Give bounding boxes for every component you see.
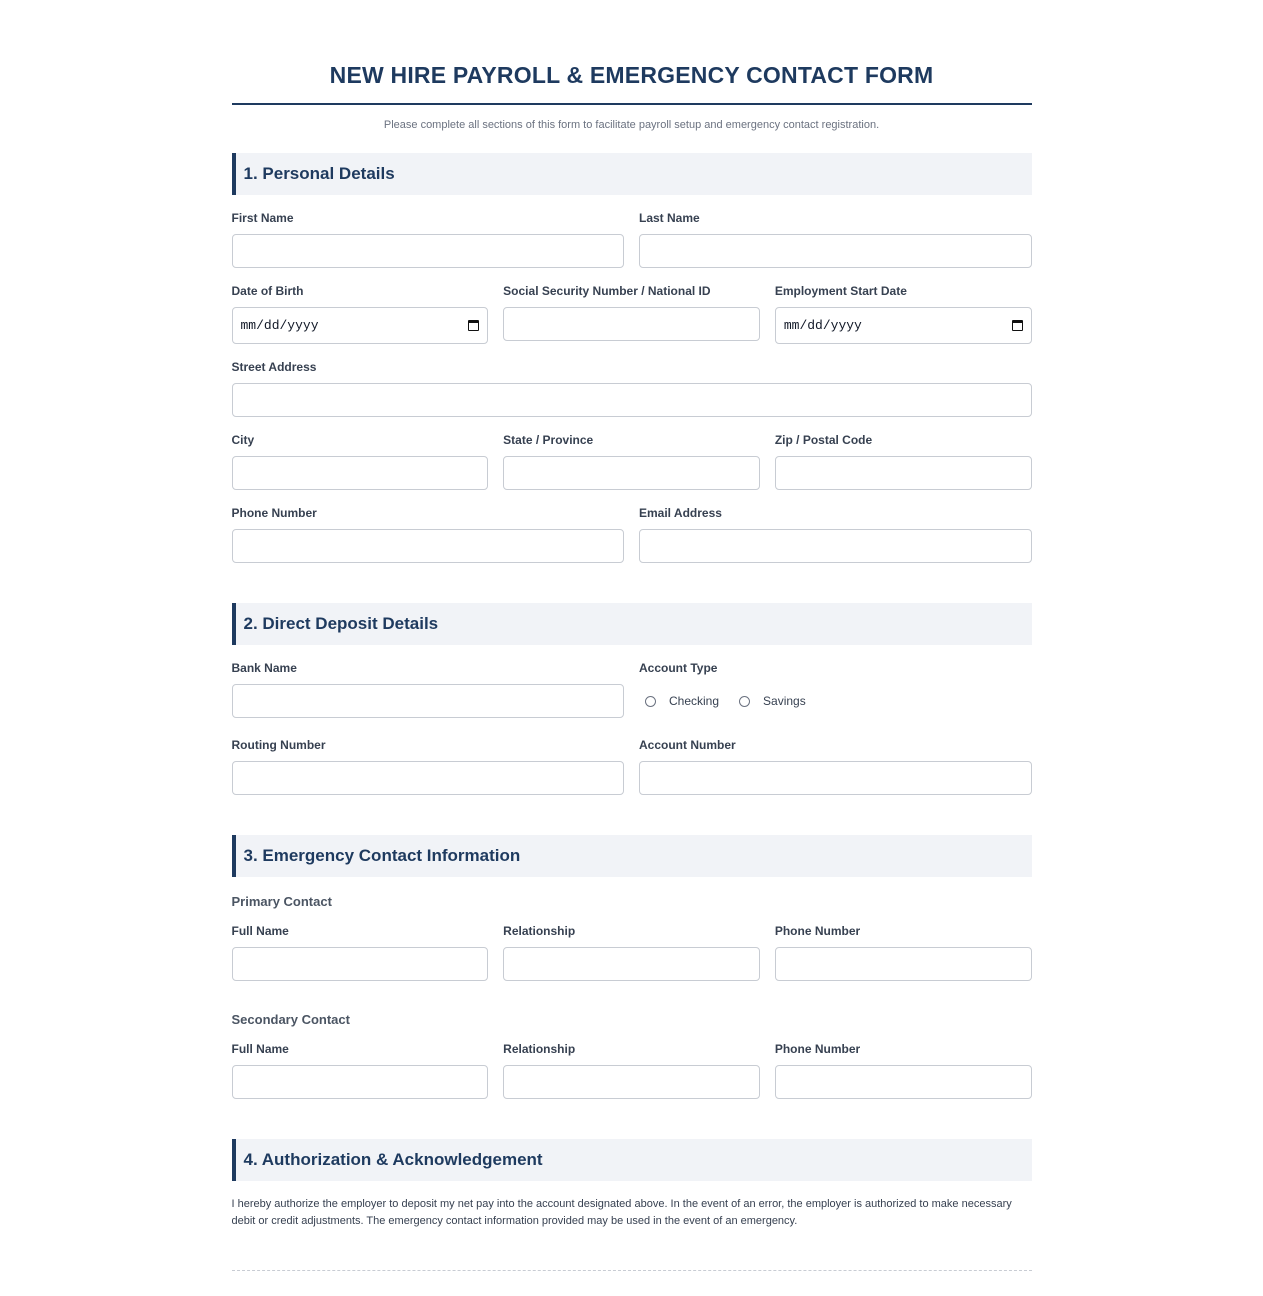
calendar-icon[interactable] — [468, 320, 479, 331]
title-divider — [232, 103, 1032, 105]
account-number-input[interactable] — [639, 761, 1032, 795]
secondary-phone-input[interactable] — [775, 1065, 1032, 1099]
last-name-label: Last Name — [639, 211, 700, 225]
signature-divider — [232, 1270, 1032, 1271]
city-label: City — [231, 433, 255, 447]
bank-name-label: Bank Name — [231, 661, 297, 675]
authorization-text: I hereby authorize the employer to deposit my net pay into the account designated above. In the event of an error, the employer is authorized to make necessary debit or credit adjustments. The emergency contact information provided may be used in the event of an emergency. — [231, 1198, 1012, 1227]
primary-phone-label: Phone Number — [774, 924, 861, 938]
city-input[interactable] — [232, 456, 489, 490]
primary-full-name-input[interactable] — [232, 947, 489, 981]
start-date-placeholder: mm/dd/yyyy — [783, 318, 862, 333]
secondary-contact-heading: Secondary Contact — [231, 1012, 350, 1027]
ssn-input[interactable] — [503, 307, 760, 341]
zip-input[interactable] — [775, 456, 1032, 490]
ssn-label: Social Security Number / National ID — [503, 284, 711, 298]
primary-relationship-input[interactable] — [503, 947, 760, 981]
phone-input[interactable] — [232, 529, 625, 563]
street-address-input[interactable] — [232, 383, 1032, 417]
email-label: Email Address — [639, 506, 722, 520]
account-type-label: Account Type — [639, 661, 718, 675]
dob-placeholder: mm/dd/yyyy — [240, 318, 319, 333]
primary-full-name-label: Full Name — [231, 924, 289, 938]
street-address-label: Street Address — [231, 360, 317, 374]
checking-label[interactable]: Checking — [669, 694, 720, 708]
form-title: NEW HIRE PAYROLL & EMERGENCY CONTACT FORM — [329, 62, 934, 88]
dob-date-input[interactable] — [232, 307, 489, 344]
form-page — [232, 0, 1032, 1271]
routing-number-label: Routing Number — [231, 738, 326, 752]
primary-phone-input[interactable] — [775, 947, 1032, 981]
secondary-relationship-input[interactable] — [503, 1065, 760, 1099]
savings-radio[interactable] — [739, 696, 750, 707]
dob-label: Date of Birth — [231, 284, 304, 298]
last-name-input[interactable] — [639, 234, 1032, 268]
secondary-phone-label: Phone Number — [774, 1042, 861, 1056]
secondary-full-name-input[interactable] — [232, 1065, 489, 1099]
section-authorization-header: 4. Authorization & Acknowledgement — [232, 1139, 1032, 1181]
first-name-input[interactable] — [232, 234, 625, 268]
bank-name-input[interactable] — [232, 684, 625, 718]
primary-contact-heading: Primary Contact — [231, 894, 332, 909]
email-input[interactable] — [639, 529, 1032, 563]
section-emergency-contact-header: 3. Emergency Contact Information — [232, 835, 1032, 877]
form-subtitle: Please complete all sections of this form to facilitate payroll setup and emergency contact registration. — [383, 119, 880, 131]
savings-label[interactable]: Savings — [763, 694, 806, 708]
first-name-label: First Name — [231, 211, 294, 225]
calendar-icon[interactable] — [1012, 320, 1023, 331]
secondary-relationship-label: Relationship — [503, 1042, 576, 1056]
start-date-input[interactable] — [775, 307, 1032, 344]
phone-label: Phone Number — [231, 506, 317, 520]
account-type-radio-group — [639, 684, 1032, 718]
checking-radio[interactable] — [645, 696, 656, 707]
section-personal-details-header: 1. Personal Details — [232, 153, 1032, 195]
state-label: State / Province — [503, 433, 594, 447]
start-date-label: Employment Start Date — [774, 284, 907, 298]
routing-number-input[interactable] — [232, 761, 625, 795]
primary-relationship-label: Relationship — [503, 924, 576, 938]
state-input[interactable] — [503, 456, 760, 490]
account-number-label: Account Number — [639, 738, 736, 752]
section-direct-deposit-header: 2. Direct Deposit Details — [232, 603, 1032, 645]
zip-label: Zip / Postal Code — [774, 433, 873, 447]
secondary-full-name-label: Full Name — [231, 1042, 289, 1056]
